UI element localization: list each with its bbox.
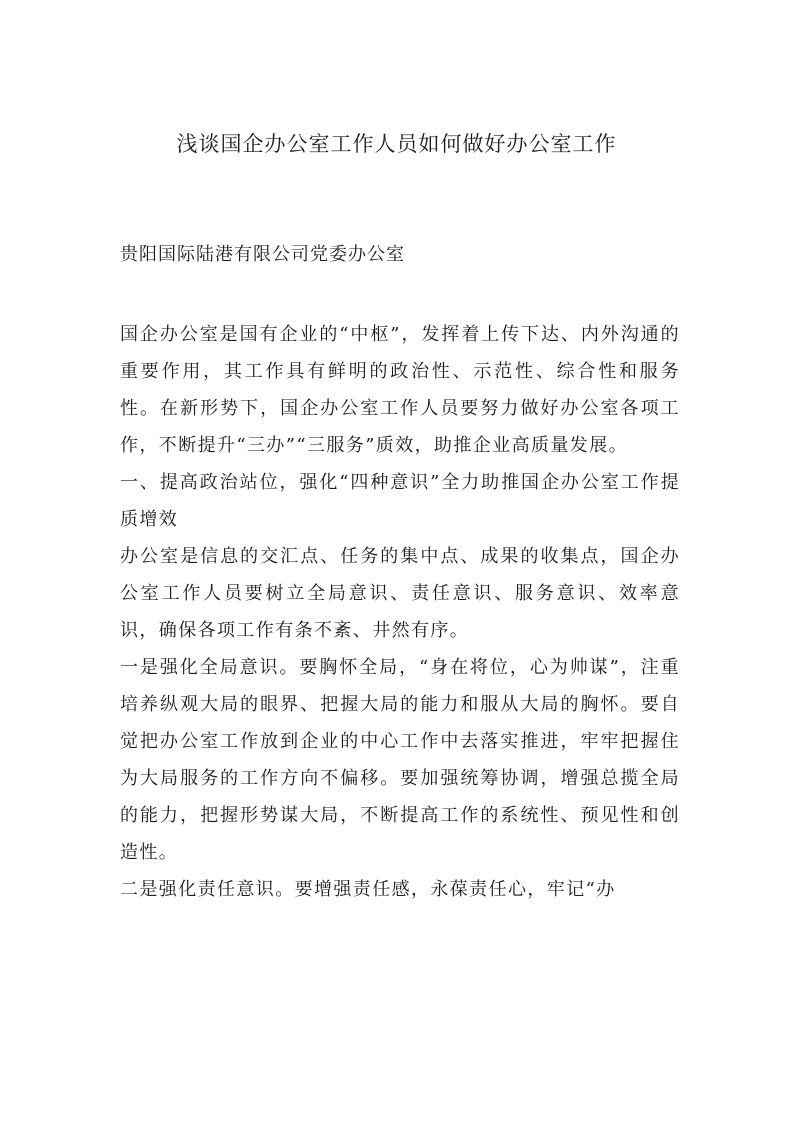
paragraph-responsibility-awareness: 二是强化责任意识。要增强责任感，永葆责任心，牢记“办 xyxy=(120,879,616,900)
document-body xyxy=(120,316,680,908)
document-title: 浅谈国企办公室工作人员如何做好办公室工作 xyxy=(176,132,617,156)
document-author: 贵阳国际陆港有限公司党委办公室 xyxy=(120,244,405,265)
section-heading-1: 一、提高政治站位，强化“四种意识”全力助推国企办公室工作提质增效 xyxy=(120,472,680,530)
paragraph-intro: 国企办公室是国有企业的“中枢”，发挥着上传下达、内外沟通的重要作用，其工作具有鲜明的政治性、示范性、综合性和服务性。在新形势下，国企办公室工作人员要努力做好办公室各项工作，不断提升“三办”“三服务”质效，助推企业高质量发展。 xyxy=(120,324,680,456)
paragraph-overall-awareness: 一是强化全局意识。要胸怀全局，“身在将位，心为帅谋”，注重培养纵观大局的眼界、把握大局的能力和服从大局的胸怀。要自觉把办公室工作放到企业的中心工作中去落实推进，牢牢把握住为大局服务的工作方向不偏移。要加强统筹协调，增强总揽全局的能力，把握形势谋大局，不断提高工作的系统性、预见性和创造性。 xyxy=(120,657,680,863)
paragraph-section-1-intro: 办公室是信息的交汇点、任务的集中点、成果的收集点，国企办公室工作人员要树立全局意识、责任意识、服务意识、效率意识，确保各项工作有条不紊、井然有序。 xyxy=(120,546,680,641)
